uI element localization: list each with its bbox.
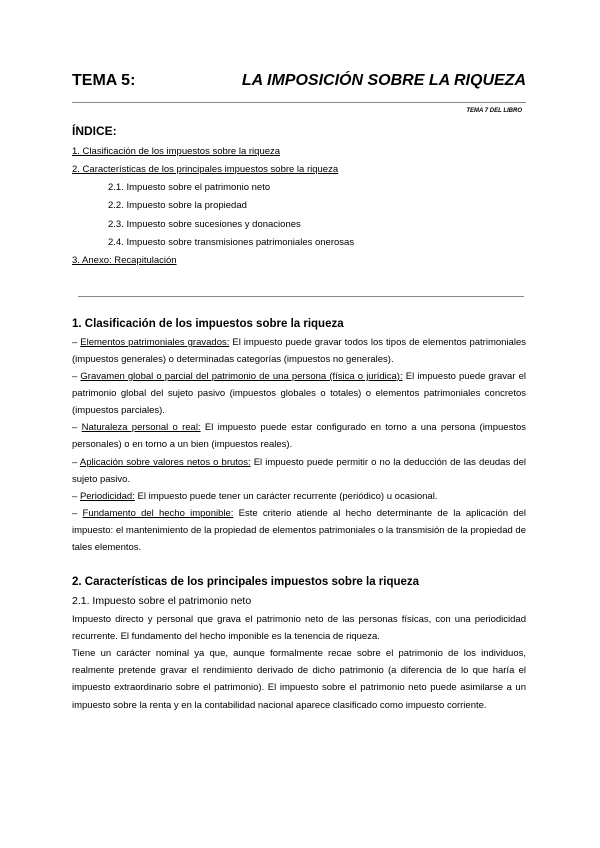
item-text: El impuesto puede gravar todos los tipos de elementos patrimoniales (impuestos generales) o determinadas categorías (impuestos no generales). [72,337,526,366]
section1-item-5: – Periodicidad: El impuesto puede tener un carácter recurrente (periódico) u ocasional. [72,491,438,502]
toc-divider [78,296,524,297]
toc-item-2-4[interactable]: 2.4. Impuesto sobre transmisiones patrimoniales onerosas [108,237,355,248]
toc-item-1[interactable]: 1. Clasificación de los impuestos sobre la riqueza [72,146,281,157]
section1-item-1: – Elementos patrimoniales gravados: El impuesto puede gravar todos los tipos de elementos patrimoniales (impuestos generales) o determinadas categorías (impuestos no generales). [72,337,526,366]
item-term: Aplicación sobre valores netos o brutos: [79,457,251,468]
item-text: Este criterio atiende al hecho determinante de la aplicación del impuesto: el mantenimiento de la propiedad de elementos patrimoniales o la transmisión de la propiedad de tales elementos. [72,508,526,554]
item-term: Gravamen global o parcial del patrimonio de una persona (física o jurídica): [80,371,403,382]
section2-heading: 2. Características de los principales impuestos sobre la riqueza [72,576,420,588]
section2-1-paragraph-1: Impuesto directo y personal que grava el patrimonio neto de las personas físicas, con una periodicidad recurrente. El fundamento del hecho imponible es la tenencia de riqueza. [72,614,526,643]
toc-item-2[interactable]: 2. Características de los principales impuestos sobre la riqueza [72,164,339,175]
section1-heading: 1. Clasificación de los impuestos sobre la riqueza [72,318,344,330]
page-header [72,72,526,96]
libro-note: TEMA 7 DEL LIBRO [466,108,522,114]
section1-item-4: – Aplicación sobre valores netos o brutos: El impuesto puede permitir o no la deducción de las deudas del sujeto pasivo. [72,457,526,486]
page-title: LA IMPOSICIÓN SOBRE LA RIQUEZA [241,72,526,89]
tema-label: TEMA 5: [72,72,136,89]
indice-title: ÍNDICE: [72,124,117,138]
item-text: El impuesto puede permitir o no la deducción de las deudas del sujeto pasivo. [72,457,526,486]
section1-item-2: – Gravamen global o parcial del patrimonio de una persona (física o jurídica): El impuesto puede gravar el patrimonio global del sujeto pasivo (impuestos globales o totales) o elementos patrimoniales concretos (impuestos parciales). [72,371,526,417]
item-term: Fundamento del hecho imponible: [82,508,234,519]
section2-1-paragraph-2: Tiene un carácter nominal ya que, aunque formalmente recae sobre el patrimonio de los individuos, realmente pretende gravar el rendimiento derivado de dicho patrimonio (a diferencia de lo que haría el impuesto extraordinario sobre el patrimonio). El impuesto sobre el patrimonio neto puede asimilarse a un impuesto sobre la renta y en la contabilidad nacional aparece clasificado como impuesto corriente. [72,648,526,711]
header-divider [72,102,526,103]
toc-item-2-2[interactable]: 2.2. Impuesto sobre la propiedad [108,200,247,211]
item-term: Periodicidad: [79,491,135,502]
section2-1-heading: 2.1. Impuesto sobre el patrimonio neto [72,595,252,607]
toc-item-2-3[interactable]: 2.3. Impuesto sobre sucesiones y donaciones [108,219,301,230]
section1-item-6: – Fundamento del hecho imponible: Este criterio atiende al hecho determinante de la aplicación del impuesto: el mantenimiento de la propiedad de elementos patrimoniales o la transmisión de la propiedad de tales elementos. [72,508,526,554]
item-term: Naturaleza personal o real: [81,422,201,433]
toc-item-2-1[interactable]: 2.1. Impuesto sobre el patrimonio neto [108,182,271,193]
item-term: Elementos patrimoniales gravados: [80,337,230,348]
item-text: El impuesto puede estar configurado en torno a una persona (impuestos personales) o en torno a un bien (impuestos reales). [72,422,526,451]
item-text: El impuesto puede gravar el patrimonio global del sujeto pasivo (impuestos globales o totales) o elementos patrimoniales concretos (impuestos parciales). [72,371,526,417]
section1-item-3: – Naturaleza personal o real: El impuesto puede estar configurado en torno a una persona (impuestos personales) o en torno a un bien (impuestos reales). [72,422,526,451]
toc-item-3[interactable]: 3. Anexo: Recapitulación [72,255,177,266]
item-text: El impuesto puede tener un carácter recurrente (periódico) u ocasional. [134,491,438,502]
